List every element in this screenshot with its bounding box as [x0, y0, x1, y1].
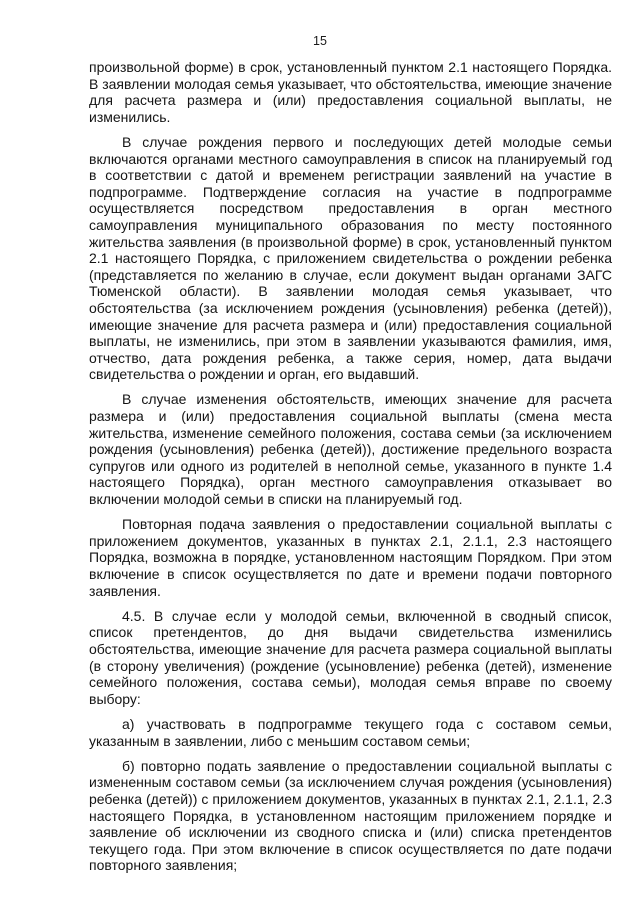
paragraph-clause-4-5: 4.5. В случае если у молодой семьи, включенной в сводный список, список претендентов, до дня выдачи свидетельства изменились обстоятельства, имеющие значение для расчета размера социальной выплаты (в сторону увеличения) (рождение (усыновление) ребенка (детей), изменение семейного положения, состава семьи), молодая семья вправе по своему выбору:: [89, 607, 612, 707]
paragraph-birth-of-children: В случае рождения первого и последующих детей молодые семьи включаются органами местного самоуправления в список на планируемый год в соответствии с датой и временем регистрации заявлений на участие в подпрограмме. Подтверждение согласия на участие в подпрограмме осуществляется посредством предоставления в орган местного самоуправления муниципального образования по месту постоянного жительства заявления (в произвольной форме) в срок, установленный пунктом 2.1 настоящего Порядка, с приложением свидетельства о рождении ребенка (представляется по желанию в случае, если документ выдан органами ЗАГС Тюменской области). В заявлении молодая семья указывает, что обстоятельства (за исключением рождения (усыновления) ребенка (детей)), имеющие значение для расчета размера и (или) предоставления социальной выплаты, не изменились, при этом в заявлении указываются фамилия, имя, отчество, дата рождения ребенка, а также серия, номер, дата выдачи свидетельства о рождении и орган, его выдавший.: [89, 133, 612, 383]
paragraph-option-b: б) повторно подать заявление о предоставлении социальной выплаты с измененным составом семьи (за исключением случая рождения (усыновления) ребенка (детей)) с приложением документов, указанных в пунктах 2.1, 2.1.1, 2.3 настоящего Порядка, в установленном настоящим приложением порядке и заявление об исключении из сводного списка и (или) списка претендентов текущего года. При этом включение в список осуществляется по дате подачи повторного заявления;: [89, 757, 612, 874]
page-number: 15: [313, 34, 327, 48]
paragraph-continuation: произвольной форме) в срок, установленный пунктом 2.1 настоящего Порядка. В заявлении молодая семья указывает, что обстоятельства, имеющие значение для расчета размера и (или) предоставления социальной выплаты, не изменились.: [89, 59, 613, 125]
paragraph-option-a: а) участвовать в подпрограмме текущего года с составом семьи, указанным в заявлении, либо с меньшим составом семьи;: [89, 715, 612, 749]
paragraph-change-of-circumstances: В случае изменения обстоятельств, имеющих значение для расчета размера и (или) предоставления социальной выплаты (смена места жительства, изменение семейного положения, состава семьи (за исключением рождения (усыновления) ребенка (детей)), достижение предельного возраста супругов или одного из родителей в неполной семье, указанного в пункте 1.4 настоящего Порядка), орган местного самоуправления отказывает во включении молодой семьи в списки на планируемый год.: [89, 391, 612, 508]
paragraph-repeat-application: Повторная подача заявления о предоставлении социальной выплаты с приложением документов, указанных в пунктах 2.1, 2.1.1, 2.3 настоящего Порядка, возможна в порядке, установленном настоящим Порядком. При этом включение в список осуществляется по дате и времени подачи повторного заявления.: [89, 516, 612, 599]
document-body: [89, 59, 612, 874]
